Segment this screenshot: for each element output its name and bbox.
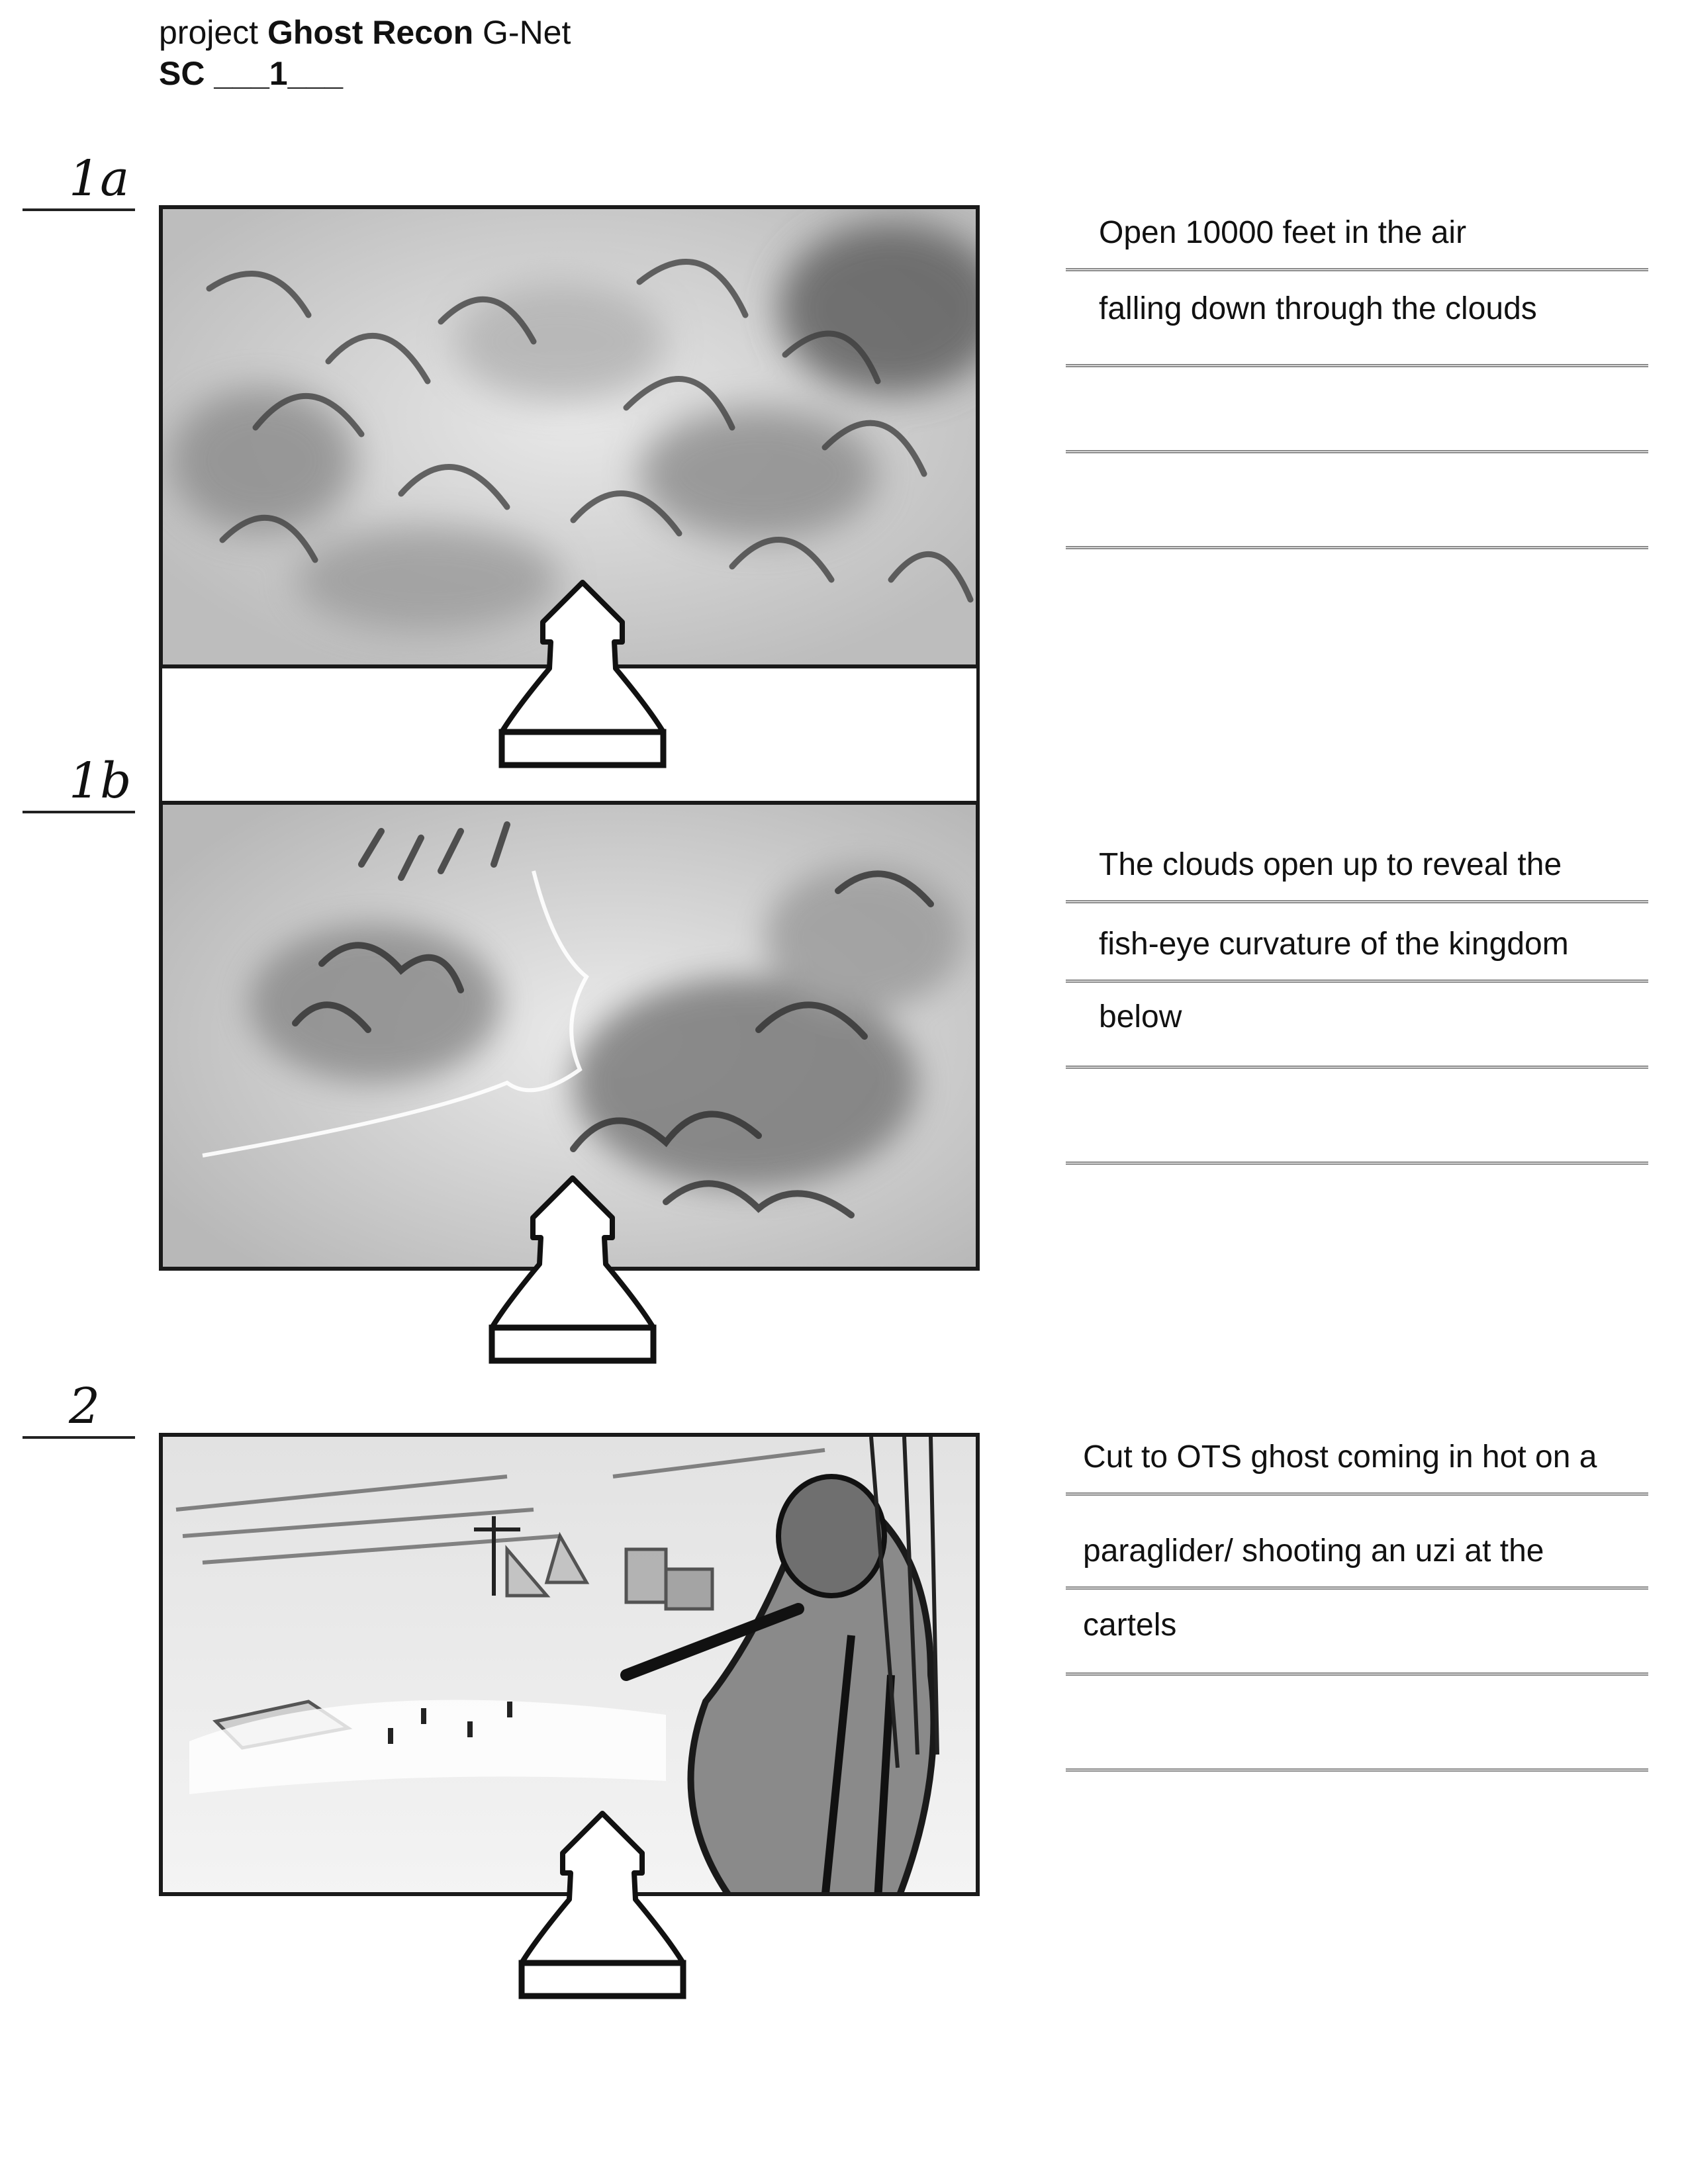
notes-panel-1b: [1066, 824, 1648, 1165]
note-text: falling down through the clouds: [1099, 291, 1537, 326]
note-text: The clouds open up to reveal the: [1099, 847, 1562, 882]
note-line: [1066, 453, 1648, 549]
note-line: [1066, 271, 1648, 367]
panel-label-1a: [23, 149, 135, 211]
note-line: [1066, 1069, 1648, 1165]
note-line: [1066, 903, 1648, 983]
note-line: [1066, 192, 1648, 271]
project-suffix: G-Net: [483, 14, 571, 51]
project-name: Ghost Recon: [267, 14, 474, 51]
note-line: [1066, 1496, 1648, 1590]
note-line: [1066, 824, 1648, 903]
note-text: below: [1099, 999, 1182, 1034]
project-title: [159, 13, 571, 52]
push-in-arrow-icon: [480, 1171, 665, 1370]
note-line: [1066, 1676, 1648, 1772]
note-line: [1066, 367, 1648, 453]
note-text: paraglider/ shooting an uzi at the: [1083, 1533, 1544, 1569]
scene-number: SC ___1___: [159, 55, 344, 92]
notes-panel-1a: [1066, 192, 1648, 549]
note-line: [1066, 1590, 1648, 1676]
push-in-arrow-icon: [510, 1807, 695, 2005]
note-text: Open 10000 feet in the air: [1099, 215, 1467, 250]
panel-connector: [159, 668, 980, 801]
panel-label-1b: [23, 751, 135, 813]
note-text: fish-eye curvature of the kingdom: [1099, 927, 1569, 962]
notes-panel-2: [1066, 1416, 1648, 1772]
panel-number: 1b: [69, 752, 132, 809]
note-line: [1066, 1416, 1648, 1496]
note-line: [1066, 983, 1648, 1069]
note-text: Cut to OTS ghost coming in hot on a: [1083, 1439, 1597, 1475]
project-prefix: project: [159, 14, 259, 51]
panel-label-2: [23, 1377, 135, 1439]
note-text: cartels: [1083, 1608, 1177, 1643]
panel-number: 1a: [69, 150, 130, 207]
panel-number: 2: [69, 1378, 101, 1435]
